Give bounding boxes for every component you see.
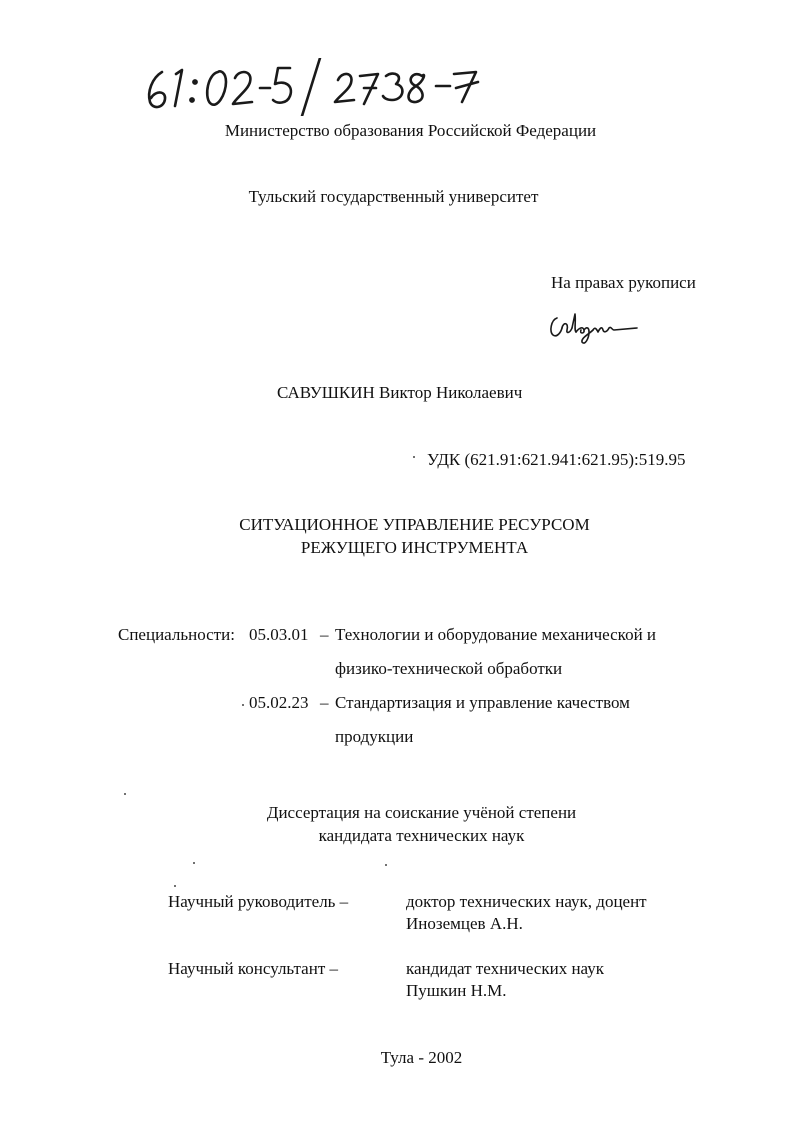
manuscript-rights-note: На правах рукописи	[551, 273, 696, 292]
specialties-label: Специальности:	[118, 625, 235, 644]
specialty-name-line1: Стандартизация и управление качеством	[335, 693, 630, 712]
handwritten-archive-number	[138, 58, 483, 116]
dissertation-title-line2: РЕЖУЩЕГО ИНСТРУМЕНТА	[300, 538, 529, 557]
archive-number-text	[0, 0, 1, 1]
scan-speck	[193, 862, 195, 864]
specialty-name-line2: физико-технической обработки	[335, 659, 563, 678]
university-name: Тульский государственный университет	[248, 187, 539, 206]
specialty-name-line1: Технологии и оборудование механической и	[335, 625, 657, 644]
specialty-code: 05.03.01	[249, 625, 309, 644]
author-name: САВУШКИН Виктор Николаевич	[277, 383, 523, 402]
supervisor-degree: доктор технических наук, доцент	[406, 892, 647, 911]
udc-code: УДК (621.91:621.941:621.95):519.95	[427, 450, 686, 469]
scan-speck	[124, 793, 126, 795]
signature-text	[0, 0, 1, 1]
ministry-heading: Министерство образования Российской Федерации	[224, 121, 597, 140]
specialty-name-line2: продукции	[335, 727, 414, 746]
scan-speck	[413, 456, 415, 458]
specialty-dash: –	[320, 625, 329, 644]
author-signature	[545, 308, 640, 350]
scan-speck	[242, 704, 244, 706]
consultant-label: Научный консультант –	[168, 959, 338, 978]
dissertation-statement-line1: Диссертация на соискание учёной степени	[266, 803, 577, 822]
consultant-name: Пушкин Н.М.	[406, 981, 507, 1000]
dissertation-statement-line2: кандидата технических наук	[318, 826, 525, 845]
specialty-dash: –	[320, 693, 329, 712]
dissertation-title-line1: СИТУАЦИОННОЕ УПРАВЛЕНИЕ РЕСУРСОМ	[239, 515, 590, 534]
scan-speck	[174, 885, 176, 887]
scan-speck	[385, 864, 387, 866]
specialty-code: 05.02.23	[249, 693, 309, 712]
consultant-degree: кандидат технических наук	[406, 959, 604, 978]
city-year: Тула - 2002	[380, 1048, 463, 1067]
supervisor-name: Иноземцев А.Н.	[406, 914, 523, 933]
supervisor-label: Научный руководитель –	[168, 892, 349, 911]
